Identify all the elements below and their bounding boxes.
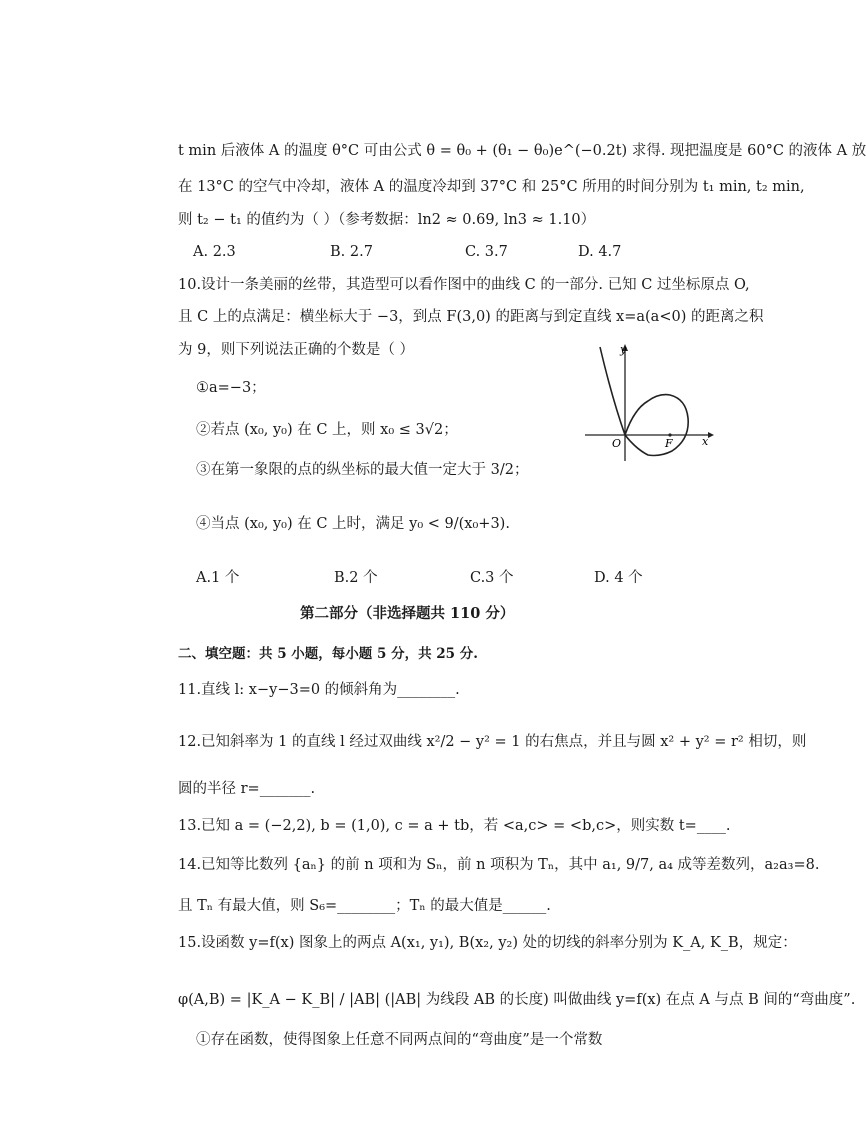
q12-line1: 12.已知斜率为 1 的直线 l 经过双曲线 x²/2 − y² = 1 的右焦点，并且与圆 x² + y² = r² 相切，则 [178, 734, 807, 750]
q11-text: 11.直线 l: x−y−3=0 的倾斜角为________. [178, 682, 460, 698]
q10-statement-2: ②若点 (x₀, y₀) 在 C 上，则 x₀ ≤ 3√2； [196, 422, 458, 438]
q15-line1: 15.设函数 y=f(x) 图象上的两点 A(x₁, y₁), B(x₂, y₂) 处的切线的斜率分别为 K_A, K_B，规定： [178, 935, 797, 951]
q9-option-b: B. 2.7 [330, 244, 373, 260]
q13-text: 13.已知 a = (−2,2), b = (1,0), c = a + tb，若 <a,c> = <b,c>，则实数 t=____. [178, 818, 731, 834]
q9-option-a: A. 2.3 [193, 244, 236, 260]
q10-statement-4: ④当点 (x₀, y₀) 在 C 上时，满足 y₀ < 9/(x₀+3). [196, 516, 510, 532]
q14-line2: 且 Tₙ 有最大值，则 S₆=________；Tₙ 的最大值是______. [178, 898, 551, 914]
section-2-heading: 二、填空题：共 5 小题，每小题 5 分，共 25 分. [178, 646, 478, 662]
q10-line3: 为 9，则下列说法正确的个数是（ ） [178, 342, 414, 358]
q10-statement-1: ①a=−3； [196, 380, 266, 396]
graph-x-label: x [702, 435, 709, 448]
curve-c-graph [580, 343, 715, 463]
q9-option-d: D. 4.7 [578, 244, 622, 260]
q15-line2: φ(A,B) = |K_A − K_B| / |AB| (|AB| 为线段 AB 的长度) 叫做曲线 y=f(x) 在点 A 与点 B 间的“弯曲度”. [178, 992, 856, 1008]
q9-line3: 则 t₂ − t₁ 的值约为（ ）（参考数据：ln2 ≈ 0.69, ln3 ≈ 1.10） [178, 212, 596, 228]
q10-line2: 且 C 上的点满足：横坐标大于 −3，到点 F(3,0) 的距离与到定直线 x=a(a<0) 的距离之积 [178, 309, 764, 325]
graph-origin-label: O [612, 437, 622, 450]
q10-line1: 10.设计一条美丽的丝带，其造型可以看作图中的曲线 C 的一部分. 已知 C 过坐标原点 O, [178, 277, 750, 293]
graph-focus-label: F [665, 437, 673, 450]
q15-statement-1: ①存在函数，使得图象上任意不同两点间的“弯曲度”是一个常数 [196, 1032, 603, 1048]
q14-line1: 14.已知等比数列 {aₙ} 的前 n 项和为 Sₙ，前 n 项积为 Tₙ，其中 a₁, 9/7, a₄ 成等差数列，a₂a₃=8. [178, 857, 820, 873]
q10-option-c: C.3 个 [470, 570, 514, 586]
q9-option-c: C. 3.7 [465, 244, 508, 260]
q10-option-b: B.2 个 [334, 570, 378, 586]
q10-option-a: A.1 个 [196, 570, 240, 586]
part2-title: 第二部分（非选择题共 110 分） [300, 605, 515, 622]
q9-line2: 在 13°C 的空气中冷却，液体 A 的温度冷却到 37°C 和 25°C 所用的时间分别为 t₁ min, t₂ min, [178, 179, 805, 195]
q10-statement-3: ③在第一象限的点的纵坐标的最大值一定大于 3/2； [196, 462, 529, 478]
q9-line1: t min 后液体 A 的温度 θ°C 可由公式 θ = θ₀ + (θ₁ − θ₀)e^(−0.2t) 求得. 现把温度是 60°C 的液体 A 放 [178, 143, 866, 159]
graph-y-label: y [620, 343, 627, 356]
q12-line2: 圆的半径 r=_______. [178, 781, 316, 797]
q10-option-d: D. 4 个 [594, 570, 643, 586]
